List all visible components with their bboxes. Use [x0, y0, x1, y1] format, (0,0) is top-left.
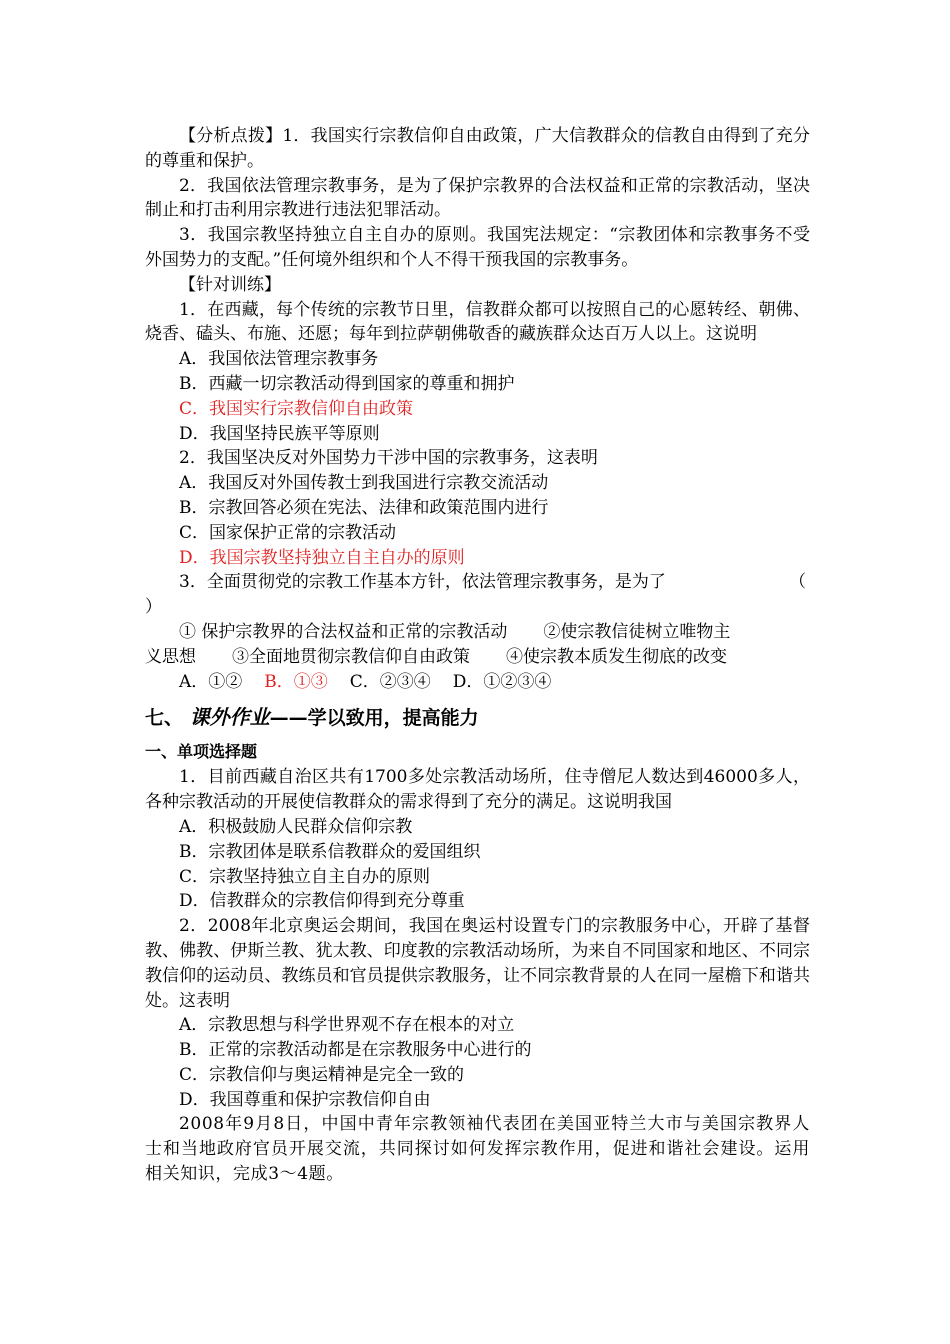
training-q3-item-1: ① 保护宗教界的合法权益和正常的宗教活动	[179, 621, 508, 642]
training-q3-item-2a: ②使宗教信徒树立唯物主	[543, 621, 731, 642]
homework-q2-option-d: D．我国尊重和保护宗教信仰自由	[179, 1089, 431, 1110]
homework-q1-option-d: D．信教群众的宗教信仰得到充分尊重	[179, 891, 465, 912]
document-page	[145, 124, 810, 1187]
homework-q2-option-c: C．宗教信仰与奥运精神是完全一致的	[179, 1064, 465, 1085]
training-q3-option-a: A．①②	[179, 671, 243, 692]
training-q3-items-line1	[145, 620, 810, 645]
training-q1-option-a: A．我国依法管理宗教事务	[179, 349, 379, 370]
homework-title-number: 七、	[145, 707, 184, 730]
analysis-point-2: 2．我国依法管理宗教事务，是为了保护宗教界的合法权益和正常的宗教活动，坚决制止和打击利用宗教进行违法犯罪活动。	[145, 175, 810, 221]
analysis-point-1: 【分析点拨】1．我国实行宗教信仰自由政策，广大信教群众的信教自由得到了充分的尊重和保护。	[145, 126, 810, 171]
training-q3-paren-open: （	[789, 572, 806, 593]
homework-q1-option-b: B．宗教团体是联系信教群众的爱国组织	[179, 841, 481, 862]
homework-subtitle: 一、单项选择题	[145, 742, 258, 762]
homework-q1-stem: 1．目前西藏自治区共有1700多处宗教活动场所，住寺僧尼人数达到46000多人，各种宗教活动的开展使信教群众的需求得到了充分的满足。这说明我国	[145, 767, 810, 813]
training-q3-paren-close: ）	[145, 597, 162, 618]
training-q1-option-c: C．我国实行宗教信仰自由政策	[179, 398, 414, 419]
analysis-point-3: 3．我国宗教坚持独立自主自办的原则。我国宪法规定：“宗教团体和宗教事务不受外国势力的支配。”任何境外组织和个人不得干预我国的宗教事务。	[145, 225, 810, 270]
training-q3-stem: 3．全面贯彻党的宗教工作基本方针，依法管理宗教事务，是为了	[179, 572, 666, 593]
homework-q2-option-a: A．宗教思想与科学世界观不存在根本的对立	[179, 1015, 515, 1036]
training-q3-option-d: D．①②③④	[452, 671, 552, 692]
homework-section-title	[145, 700, 810, 735]
training-q1-option-d: D．我国坚持民族平等原则	[179, 423, 380, 444]
homework-title-main: 课外作业	[189, 705, 270, 730]
training-q3-items-line2	[145, 645, 810, 670]
homework-q1-option-a: A．积极鼓励人民群众信仰宗教	[179, 816, 413, 837]
training-q3-item-4: ④使宗教本质发生彻底的改变	[506, 646, 727, 667]
training-q2-stem: 2．我国坚决反对外国势力干涉中国的宗教事务，这表明	[179, 448, 598, 469]
training-q3-item-3: ③全面地贯彻宗教信仰自由政策	[232, 646, 470, 667]
training-q3-stem-row	[145, 570, 810, 595]
training-q1-stem: 1．在西藏，每个传统的宗教节日里，信教群众都可以按照自己的心愿转经、朝佛、烧香、磕头、布施、还愿；每年到拉萨朝佛敬香的藏族群众达百万人以上。这说明	[145, 299, 810, 345]
training-q3-item-2b: 义思想	[145, 646, 196, 667]
training-q3-options	[145, 670, 810, 695]
training-q1-option-b: B．西藏一切宗教活动得到国家的尊重和拥护	[179, 373, 515, 394]
homework-title-sub: ——学以致用，提高能力	[269, 707, 479, 730]
training-heading: 【针对训练】	[179, 274, 281, 295]
homework-q2-option-b: B．正常的宗教活动都是在宗教服务中心进行的	[179, 1040, 532, 1061]
homework-passage: 2008年9月8日，中国中青年宗教领袖代表团在美国亚特兰大市与美国宗教界人士和当地政府官员开展交流，共同探讨如何发挥宗教作用，促进和谐社会建设。运用相关知识，完成3～4题。	[145, 1114, 810, 1185]
training-q3-option-c: C．②③④	[349, 671, 431, 692]
training-q2-option-b: B．宗教回答必须在宪法、法律和政策范围内进行	[179, 497, 549, 518]
training-q2-option-d: D．我国宗教坚持独立自主自办的原则	[179, 547, 465, 568]
homework-q2-stem: 2．2008年北京奥运会期间，我国在奥运村设置专门的宗教服务中心，开辟了基督教、佛教、伊斯兰教、犹太教、印度教的宗教活动场所，为来自不同国家和地区、不同宗教信仰的运动员、教练员和官员提供宗教服务，让不同宗教背景的人在同一屋檐下和谐共处。这表明	[145, 916, 810, 1011]
training-q3-option-b: B．①③	[264, 671, 328, 692]
training-q2-option-c: C．国家保护正常的宗教活动	[179, 522, 397, 543]
training-q2-option-a: A．我国反对外国传教士到我国进行宗教交流活动	[179, 473, 549, 494]
homework-q1-option-c: C．宗教坚持独立自主自办的原则	[179, 866, 431, 887]
